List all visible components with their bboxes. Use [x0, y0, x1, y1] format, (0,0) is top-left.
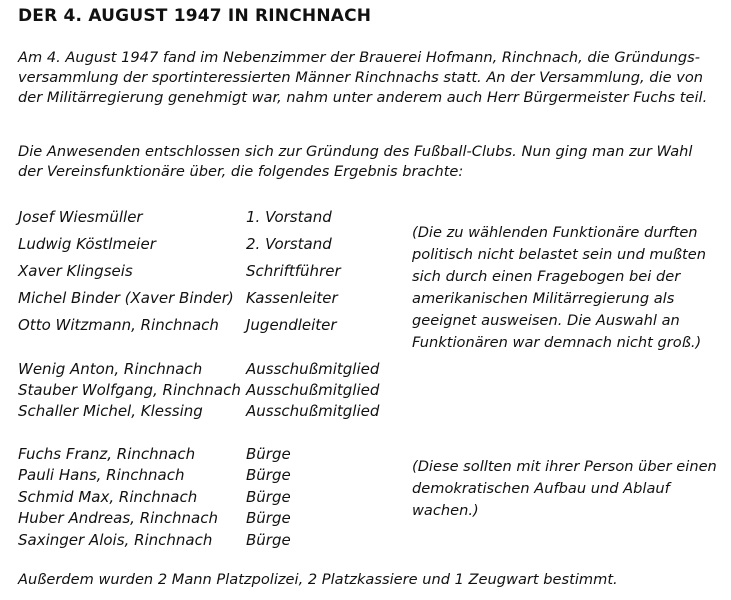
person-name: Michel Binder (Xaver Binder) — [18, 289, 234, 307]
person-role: Bürge — [246, 509, 291, 527]
person-name: Pauli Hans, Rinchnach — [18, 466, 185, 484]
guarantors-note: (Diese sollten mit ihrer Person über einen demokratischen Aufbau und Ablauf wachen.) — [412, 458, 717, 519]
person-name: Schmid Max, Rinchnach — [18, 488, 198, 506]
person-role: Bürge — [246, 466, 291, 484]
person-role: Ausschußmitglied — [246, 402, 380, 420]
person-role: Bürge — [246, 488, 291, 506]
person-name: Schaller Michel, Klessing — [18, 402, 203, 420]
guarantor-row — [18, 530, 398, 551]
person-role: Bürge — [246, 531, 291, 549]
person-name: Saxinger Alois, Rinchnach — [18, 531, 213, 549]
person-role: Kassenleiter — [246, 289, 338, 307]
person-name: Josef Wiesmüller — [18, 208, 143, 226]
guarantor-row — [18, 487, 398, 508]
official-row — [18, 234, 398, 255]
committee-row — [18, 401, 398, 422]
person-role: Schriftführer — [246, 262, 341, 280]
committee-row — [18, 359, 398, 380]
person-name: Wenig Anton, Rinchnach — [18, 360, 203, 378]
intro-paragraph: Am 4. August 1947 fand im Nebenzimmer der Brauerei Hofmann, Rinchnach, die Gründungs-versammlung der sportinteressierten Männer Rinchnachs statt. An der Versammlung, die von der Militärregierung genehmigt war, nahm unter anderem auch Herr Bürgermeister Fuchs teil. — [18, 49, 708, 106]
guarantor-row — [18, 465, 398, 486]
guarantor-row — [18, 508, 398, 529]
person-role: Ausschußmitglied — [246, 381, 380, 399]
officials-note: (Die zu wählenden Funktionäre durften politisch nicht belastet sein und mußten sich durch einen Fragebogen bei der amerikanischen Militärregierung als geeignet ausweisen. Die Auswahl an Funktionären war demnach nicht groß.) — [412, 224, 706, 351]
official-row — [18, 207, 398, 228]
person-role: 1. Vorstand — [246, 208, 332, 226]
person-name: Stauber Wolfgang, Rinchnach — [18, 381, 241, 399]
election-paragraph: Die Anwesenden entschlossen sich zur Gründung des Fußball-Clubs. Nun ging man zur Wahl der Vereinsfunktionäre über, die folgendes Ergebnis brachte: — [18, 143, 693, 180]
person-name: Ludwig Köstlmeier — [18, 235, 156, 253]
person-name: Fuchs Franz, Rinchnach — [18, 445, 196, 463]
person-role: Ausschußmitglied — [246, 360, 380, 378]
official-row — [18, 288, 398, 309]
person-name: Xaver Klingseis — [18, 262, 133, 280]
person-role: Jugendleiter — [246, 316, 337, 334]
person-name: Huber Andreas, Rinchnach — [18, 509, 219, 527]
committee-row — [18, 380, 398, 401]
person-name: Otto Witzmann, Rinchnach — [18, 316, 219, 334]
document-title: DER 4. AUGUST 1947 IN RINCHNACH — [18, 6, 372, 26]
footer-text: Außerdem wurden 2 Mann Platzpolizei, 2 Platzkassiere und 1 Zeugwart bestimmt. — [18, 571, 618, 588]
guarantor-row — [18, 444, 398, 465]
official-row — [18, 261, 398, 282]
official-row — [18, 315, 398, 336]
person-role: 2. Vorstand — [246, 235, 332, 253]
person-role: Bürge — [246, 445, 291, 463]
